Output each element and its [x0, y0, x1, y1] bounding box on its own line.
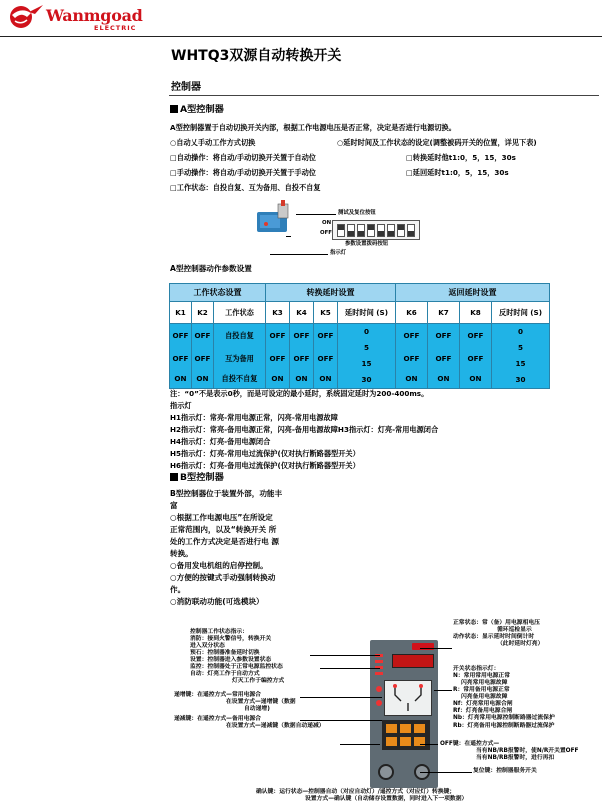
voltage-display — [392, 654, 434, 668]
feature-item: ○自动乂手动工作方式切换 — [170, 138, 256, 147]
table-body-cell: 自投自复 互为备用 自投不自复 — [214, 324, 266, 389]
leader-line — [420, 744, 438, 745]
table-body-cell: OFF OFF ON — [192, 324, 214, 389]
dip-on-label: ON — [322, 220, 332, 226]
header-divider — [0, 36, 602, 37]
column-header: 反时时间 (S) — [492, 302, 550, 324]
parameter-table — [169, 283, 550, 389]
switch-status-callout: 开关状态指示灯： N：常用常用电源正常 闪亮常用电源故障 R：常用备用电源正常 闪亮备用电源故障 Nf：灯亮常用电源合闸 Rf：灯亮备用电源合闸 Nb：灯亮常用电源控制断路器过流保护 Rb：灯亮备用电源控制断路器过流保护 — [453, 666, 555, 729]
group-header: 工作状态设置 — [170, 284, 266, 302]
leader-line — [340, 744, 380, 745]
leader-line — [270, 254, 328, 255]
status-callout: 控制器工作状态指示： 消防：接到火警信号，转换开关 进入双分状态 预石：控制器准备延时切换 设置：控制器进入参数设置状态 监控：控制器处于正常电源监控状态 自动：灯亮工作于自动方式 灯灭工作于编控方式 — [190, 629, 285, 685]
column-header: 延时时间 (S) — [338, 302, 396, 324]
indicator-note: H5指示灯：灯亮-常用电过流保护(仅对执行断路器型开关） — [170, 449, 360, 458]
table-title: A型控制器动作参数设置 — [170, 264, 252, 273]
mounting-knob — [378, 764, 394, 780]
b-type-text: ○根据工作电源电压”在所设定 — [170, 513, 273, 522]
leader-line — [296, 214, 336, 215]
square-bullet-icon — [170, 105, 178, 113]
table-body-cell: 0 5 15 30 — [338, 324, 396, 389]
feature-item: □自动操作：将自动/手动切换开关置于自动位 — [170, 153, 316, 162]
group-header: 返回延时设置 — [396, 284, 550, 302]
test-reset-button-label: 测试及复位按钮 — [338, 210, 376, 216]
leader-line — [286, 236, 291, 237]
table-body-cell: OFF OFF ON — [314, 324, 338, 389]
a-type-intro: A型控制器置于自动切换开关内部，根据工作电源电压是否正常，决定是否进行电源切换。 — [170, 123, 456, 132]
leader-line — [420, 648, 452, 649]
table-body-cell: OFF OFF ON — [396, 324, 428, 389]
status-led — [375, 660, 383, 663]
section-divider — [169, 95, 599, 96]
controller-module-image — [254, 200, 296, 236]
b-type-text: 正常范围内，以及“转换开关 所 — [170, 525, 277, 534]
b-type-text: B型控制器位于装置外部，功能丰 — [170, 489, 283, 498]
b-type-text: ○方便的按键式手动强制转换动 — [170, 573, 276, 582]
b-type-text: 处的工作方式决定是否进行电 源 — [170, 537, 279, 546]
confirm-key-callout: 确认键：运行状态—控制器自动（对应自动灯）/遥控方式（对应灯）转换键； 设置方式—确认键（自动储存设置数据，同时进入下一项数据） — [256, 789, 468, 803]
feature-item: □工作状态：自投自复、互为备用、自投不自复 — [170, 183, 321, 192]
leader-line — [320, 668, 380, 669]
indicator-led-label: 指示灯 — [330, 250, 347, 256]
off-key[interactable] — [414, 724, 425, 733]
feature-item: □手动操作：将自动/手动切换开关置于手动位 — [170, 168, 316, 177]
column-header: K5 — [314, 302, 338, 324]
mode-key[interactable] — [400, 737, 411, 746]
section-title: 控制器 — [171, 82, 201, 93]
feature-item: ○延时时间及工作状态的设定(调整被码开关的位置，详见下表) — [337, 138, 537, 147]
status-led — [376, 700, 382, 706]
b-type-heading — [170, 472, 224, 484]
reset-key-callout: 复位键：控制器服务开关 — [473, 768, 537, 774]
confirm-key[interactable] — [400, 724, 411, 733]
decrement-key[interactable] — [386, 737, 397, 746]
b-type-controller-panel — [370, 640, 438, 788]
page-title: WHTQ3双源自动转换开关 — [171, 48, 342, 64]
table-body-cell: OFF OFF ON — [170, 324, 192, 389]
leader-line — [300, 697, 382, 698]
brand-logo — [5, 3, 45, 29]
b-type-text: ○备用发电机组的启停控制。 — [170, 561, 268, 570]
display-callout: 正常状态：常（备）用电源相电压 循环巡检显示 动作状态：显示延时时间倒计时 （此时延时灯亮） — [453, 620, 544, 648]
indicator-note: H1指示灯：常亮-常用电源正常，闪亮-常用电源故障 — [170, 413, 338, 422]
increment-key-callout: 递增键：在遥控方式—常用电源合 在设置方式—递增键（数据 自动递增) — [174, 692, 296, 713]
off-key-callout: OFF键：在遥控方式— 当有NB/RB报警时，使N/R开关置OFF 当有NB/RB报警时，进行再扣 — [440, 741, 579, 762]
b-type-heading-text: B型控制器 — [180, 472, 224, 483]
column-header: K8 — [460, 302, 492, 324]
column-header: K3 — [266, 302, 290, 324]
column-header: 工作状态 — [214, 302, 266, 324]
table-body-cell: 0 5 15 30 — [492, 324, 550, 389]
table-note: 注：“0”不是表示0秒，而是可设定的最小延时，系统固定延时为200-400ms。 — [170, 389, 429, 398]
column-header: K7 — [428, 302, 460, 324]
leader-line — [434, 690, 452, 691]
leader-line — [300, 720, 382, 721]
decrement-key-callout: 递减键：在遥控方式—备用电源合 在设置方式—递减键（数据自动递减） — [174, 716, 325, 730]
square-bullet-icon — [170, 473, 178, 481]
a-type-heading-text: A型控制器 — [180, 104, 224, 115]
increment-key[interactable] — [386, 724, 397, 733]
indicator-heading: 指示灯 — [170, 401, 192, 410]
dip-switch — [332, 220, 420, 240]
indicator-note: H2指示灯：常亮-备用电源正常，闪亮-备用电源故障H3指示灯：灯亮-常用电源闭合 — [170, 425, 439, 434]
dip-setting-label: 参数设置拨码按钮 — [345, 241, 389, 247]
group-header: 转换延时设置 — [266, 284, 396, 302]
leader-line — [420, 772, 472, 773]
column-header: K2 — [192, 302, 214, 324]
indicator-note: H6指示灯：灯亮-备用电过流保护(仅对执行断路器型开关） — [170, 461, 360, 470]
column-header: K4 — [290, 302, 314, 324]
status-led — [375, 672, 383, 675]
dip-off-label: OFF — [320, 230, 332, 236]
brand-name: Wanmgoad — [46, 6, 143, 25]
a-type-heading — [170, 104, 224, 116]
table-body-cell: OFF OFF ON — [428, 324, 460, 389]
indicator-note: H4指示灯：灯亮-备用电源闭合 — [170, 437, 271, 446]
b-type-text: ○消防联动功能(可选模块） — [170, 597, 264, 606]
b-type-text: 转换。 — [170, 549, 193, 558]
leader-line — [310, 655, 380, 656]
switch-status-mimic — [384, 680, 432, 716]
table-body-cell: OFF OFF ON — [460, 324, 492, 389]
feature-item: □延回延时t1:0，5，15，30s — [406, 168, 509, 177]
table-body-cell: OFF OFF ON — [290, 324, 314, 389]
brand-subtitle: ELECTRIC — [94, 24, 137, 32]
feature-item: □转换延时他t1:0，5，15，30s — [406, 153, 516, 162]
column-header: K1 — [170, 302, 192, 324]
table-body-cell: OFF OFF ON — [266, 324, 290, 389]
b-type-text: 作。 — [170, 585, 186, 594]
keypad — [382, 720, 430, 750]
b-type-text: 富 — [170, 501, 178, 510]
column-header: K6 — [396, 302, 428, 324]
status-led — [376, 686, 382, 692]
